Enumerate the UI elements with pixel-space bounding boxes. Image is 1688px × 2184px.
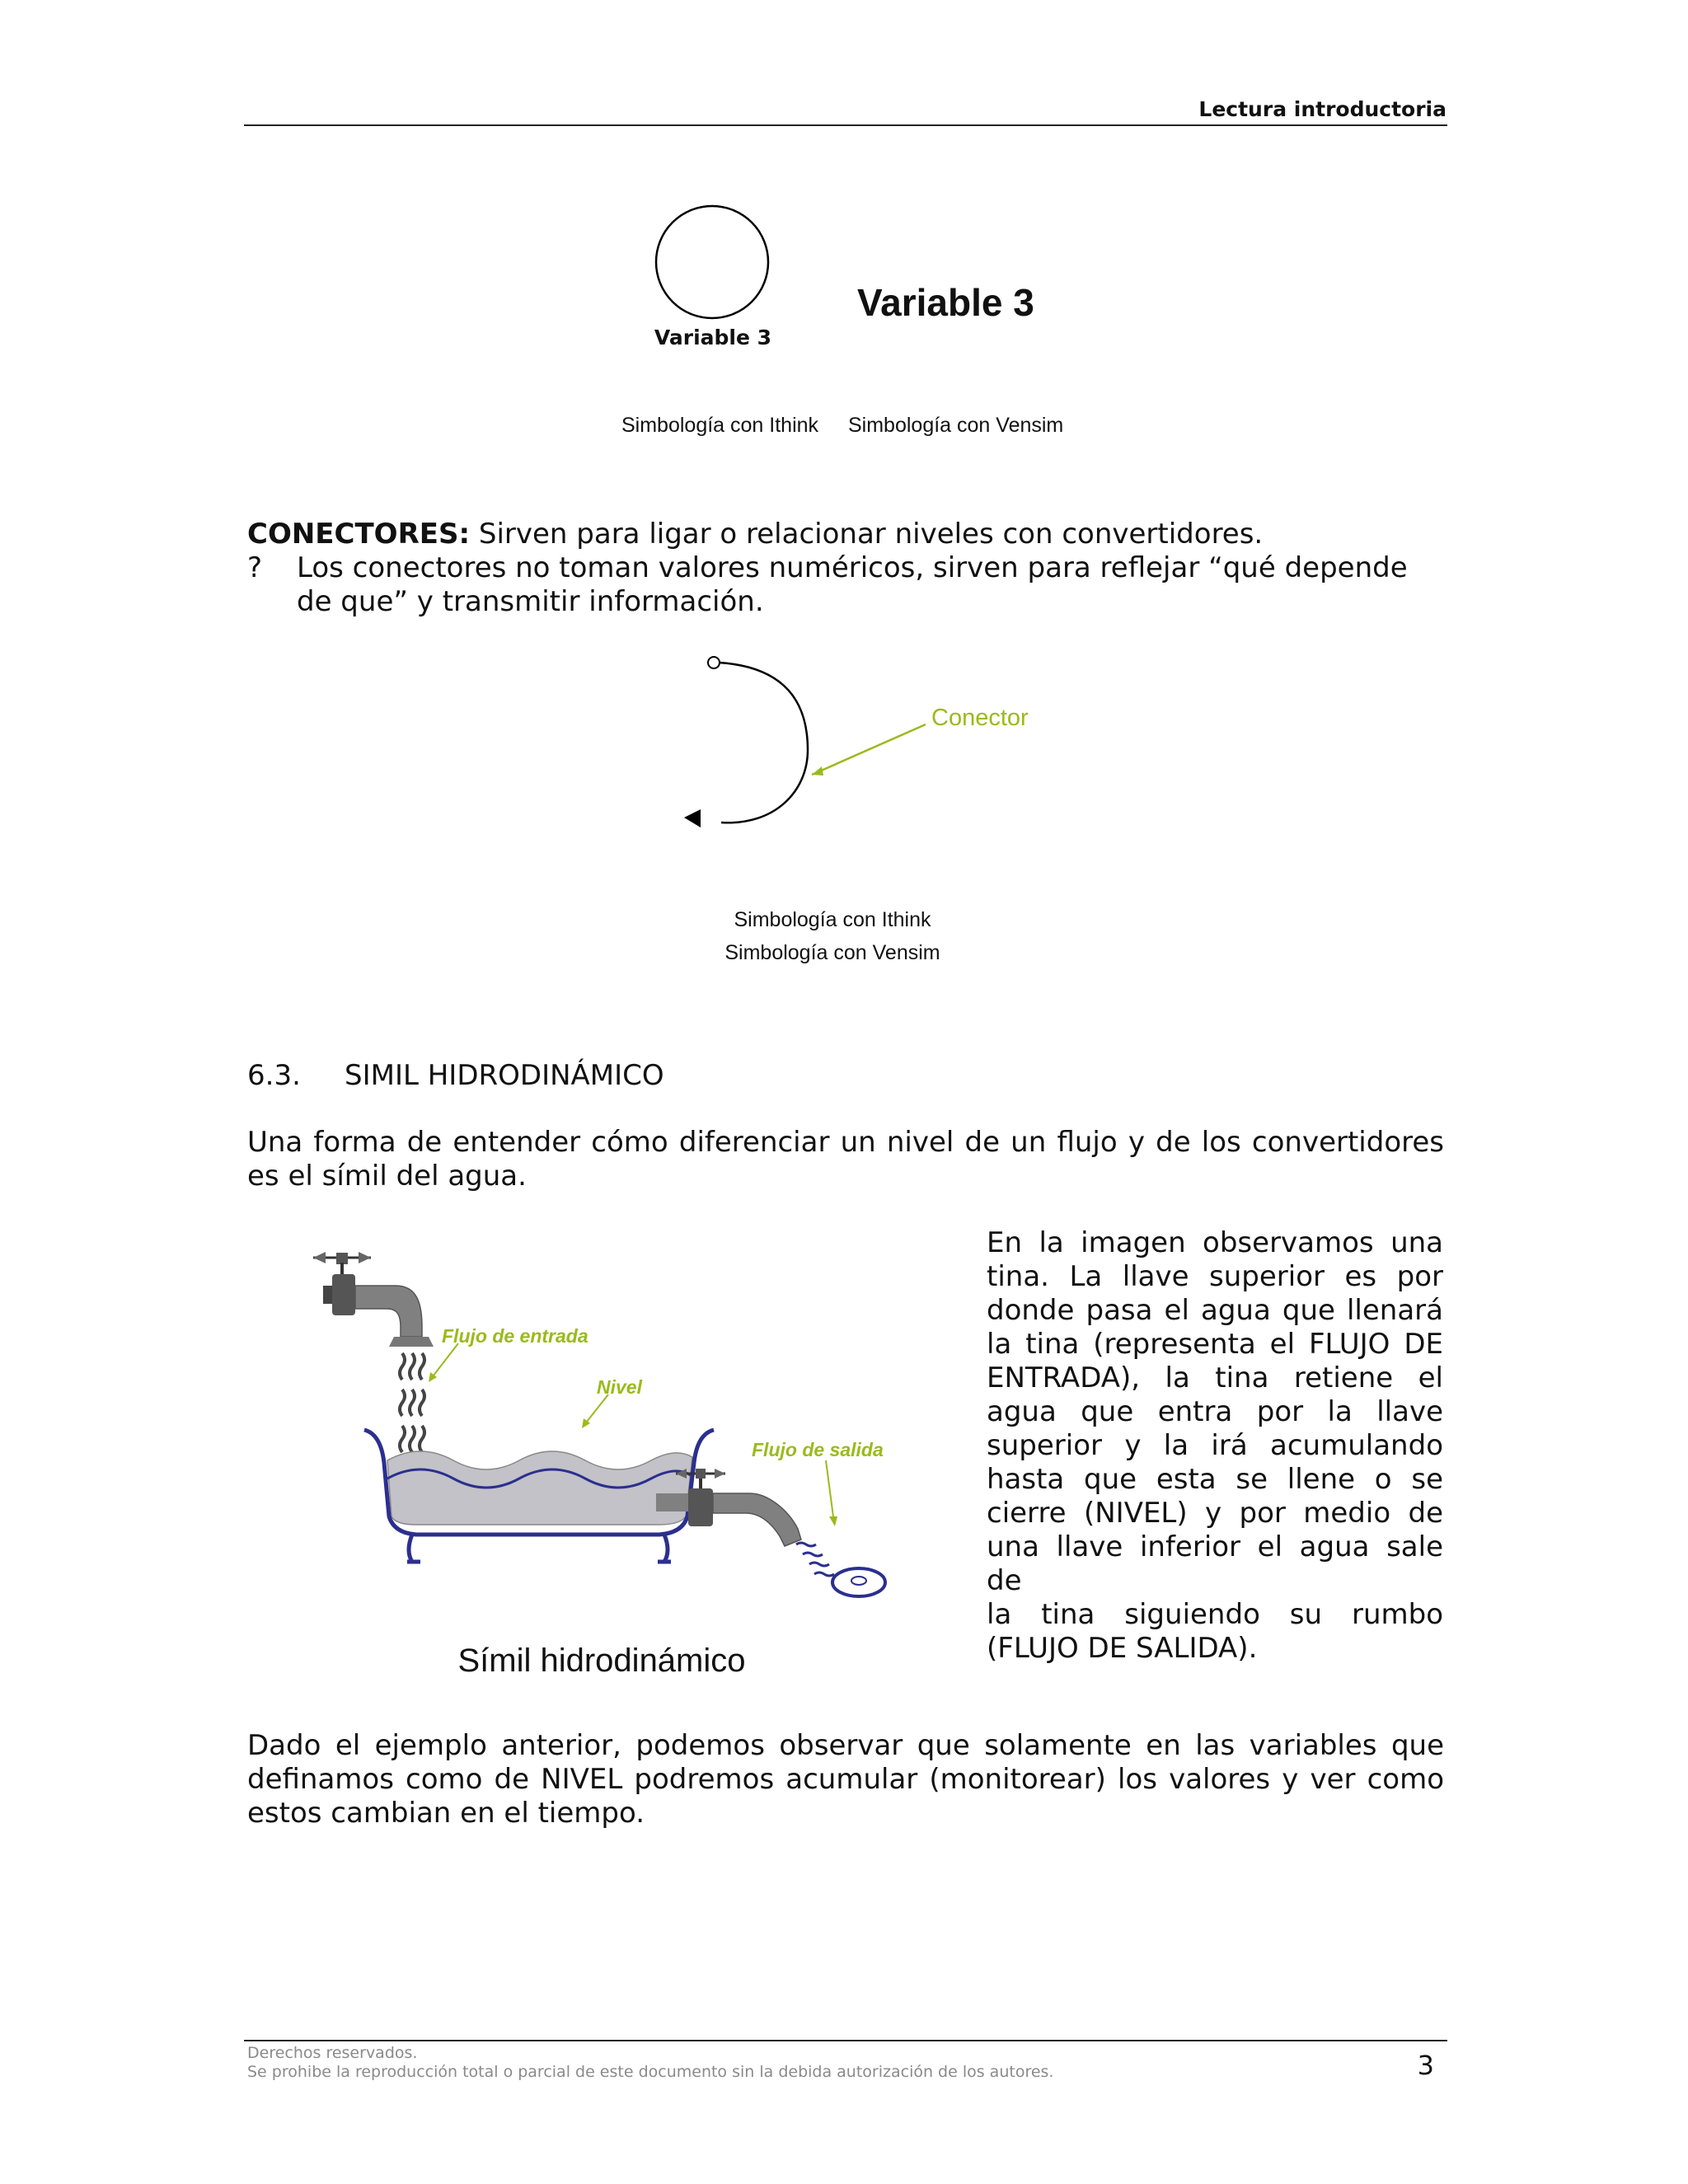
connector-label: Conector [931,705,1029,731]
side-text-line: En la imagen observamos una [987,1226,1443,1259]
bullet-marker: ? [247,551,263,584]
outflow-puddle [832,1568,885,1596]
side-text-line: una llave inferior el agua sale de [987,1530,1443,1597]
connector-pointer-head [812,766,823,776]
connector-arc [720,663,808,823]
conectores-definition [247,518,1263,551]
section-title: SIMIL HIDRODINÁMICO [345,1059,664,1092]
level-pointer [584,1394,608,1426]
ithink-converter-symbol [643,198,783,330]
tub-water [387,1451,692,1525]
side-text-line: la tina siguiendo su rumbo [987,1598,1443,1631]
footer-rule [244,2040,1447,2041]
connector-arrowhead [684,809,701,827]
page-number: 3 [1417,2050,1434,2081]
side-text-line: hasta que esta se llene o se [987,1463,1443,1496]
header-rule [244,124,1447,126]
conclusion-line-2: definamos como de NIVEL podremos acumular (monitorear) los valores y ver como [247,1763,1444,1796]
conectores-definition-text: Sirven para ligar o relacionar niveles con convertidores. [470,518,1264,551]
side-text-line: superior y la irá acumulando [987,1429,1443,1462]
side-text-line: cierre (NIVEL) y por medio de [987,1497,1443,1530]
side-text-column [987,1226,1443,1666]
caption-vensim-1: Simbología con Vensim [848,414,1064,437]
tub-left-foot [407,1535,420,1562]
side-text-line: agua que entra por la llave [987,1395,1443,1428]
side-text-line: (FLUJO DE SALIDA). [987,1632,1258,1665]
level-label: Nivel [597,1376,642,1398]
outflow-label: Flujo de salida [752,1439,884,1460]
upper-faucet-handle [313,1252,371,1277]
upper-spout [355,1286,422,1337]
inflow-pointer [430,1343,458,1380]
inflow-label: Flujo de entrada [442,1325,588,1347]
caption-ithink-1: Simbología con Ithink [621,414,819,437]
connector-figure [659,643,1039,841]
side-text-line: donde pasa el agua que llenará [987,1294,1443,1327]
connector-pointer-line [812,724,926,775]
lower-faucet-body [688,1488,713,1526]
bathtub-illustration [305,1244,898,1607]
upper-spout-mouth [389,1337,434,1347]
footer-rights: Derechos reservados. [247,2044,418,2062]
upper-faucet-body [332,1274,355,1315]
conectores-term: CONECTORES: [247,518,471,551]
outflow-pointer [826,1460,834,1523]
intro-line-1: Una forma de entender cómo diferenciar un nivel de un flujo y de los convertidores [247,1126,1444,1159]
caption-vensim-2: Simbología con Vensim [724,941,940,964]
bullet-line-2: de que” y transmitir información. [297,585,764,618]
lower-spout [713,1493,801,1546]
running-header: Lectura introductoria [1198,97,1447,121]
conclusion-line-3: estos cambian en el tiempo. [247,1797,645,1830]
tub-right-foot [658,1535,671,1562]
bathtub-figure-title: Símil hidrodinámico [457,1643,746,1679]
bullet-line-1: Los conectores no toman valores numéricos, sirven para reflejar “qué depende [297,551,1408,584]
conclusion-line-1: Dado el ejemplo anterior, podemos observar que solamente en las variables que [247,1729,1444,1762]
section-number: 6.3. [247,1059,301,1092]
outflow-water [796,1543,834,1576]
caption-ithink-2: Simbología con Ithink [734,908,931,931]
side-text-line: tina. La llave superior es por [987,1260,1443,1293]
vensim-variable-label: Variable 3 [857,281,1034,324]
lower-pipe [656,1493,692,1511]
inflow-water [400,1353,424,1452]
connector-origin-dot [708,657,720,668]
ithink-variable-label: Variable 3 [654,326,772,349]
intro-line-2: es el símil del agua. [247,1160,527,1193]
side-text-line: la tina (representa el FLUJO DE [987,1328,1443,1361]
footer-notice: Se prohibe la reproducción total o parcial de este documento sin la debida autorización de los autores. [247,2063,1054,2081]
side-text-line: ENTRADA), la tina retiene el [987,1361,1443,1394]
